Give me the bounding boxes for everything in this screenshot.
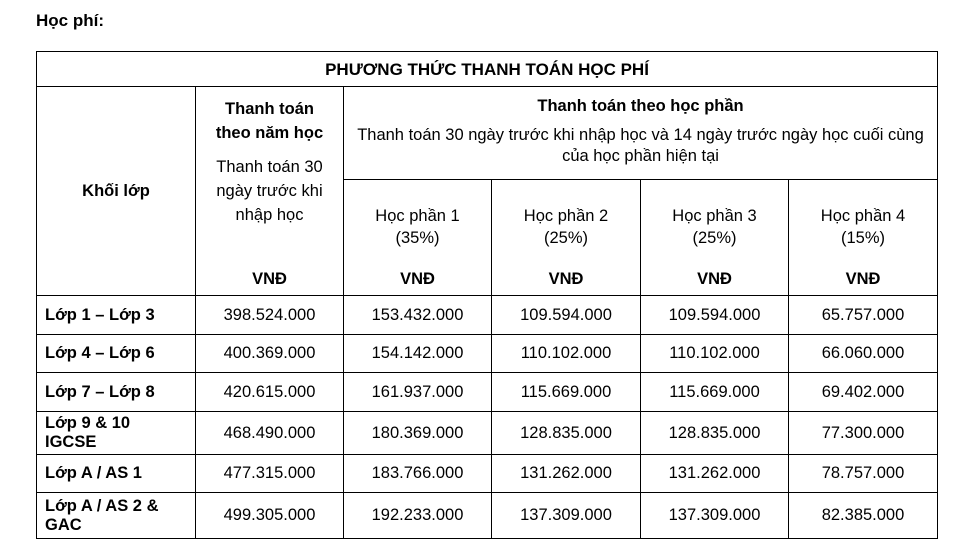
term-4-fee-cell: 77.300.000 [789,412,938,455]
table-row [37,373,938,412]
annual-fee-cell: 398.524.000 [196,296,344,335]
term-4-fee-cell: 66.060.000 [789,335,938,373]
term-3-fee-cell: 128.835.000 [641,412,789,455]
term-2-fee-cell: 109.594.000 [492,296,641,335]
term-1-fee-cell: 161.937.000 [344,373,492,412]
grade-cell: Lớp 1 – Lớp 3 [37,296,196,335]
term-3-fee-cell: 109.594.000 [641,296,789,335]
term-1-fee-cell: 180.369.000 [344,412,492,455]
per-term-title: Thanh toán theo học phần [537,97,744,115]
term-4-fee-cell: 69.402.000 [789,373,938,412]
term-3-fee-cell: 131.262.000 [641,455,789,493]
grade-cell: Lớp A / AS 2 & GAC [37,493,196,539]
table-row [37,296,938,335]
term-unit-label: VNĐ [548,270,584,288]
term-unit-label: VNĐ [400,270,435,288]
annual-payment-title: Thanh toán theo năm học [215,100,324,142]
term-4-fee-cell: 78.757.000 [789,455,938,493]
term-3-header: Học phần 3 (25%) VNĐ [641,180,789,296]
per-term-payment-header [344,87,938,180]
term-2-fee-cell: 115.669.000 [492,373,641,412]
table-row [37,412,938,455]
term-1-fee-cell: 154.142.000 [344,335,492,373]
grade-column-header: Khối lớp [37,87,196,296]
term-2-fee-cell: 131.262.000 [492,455,641,493]
annual-fee-cell: 477.315.000 [196,455,344,493]
term-4-fee-cell: 65.757.000 [789,296,938,335]
term-1-header: Học phần 1 (35%) VNĐ [344,180,492,296]
annual-payment-description: Thanh toán 30 ngày trước khi nhập học [216,158,323,224]
annual-fee-cell: 499.305.000 [196,493,344,539]
term-2-header: Học phần 2 (25%) VNĐ [492,180,641,296]
grade-cell: Lớp 9 & 10 IGCSE [37,412,196,455]
term-1-fee-cell: 192.233.000 [344,493,492,539]
annual-unit-label: VNĐ [252,270,287,288]
per-term-description: Thanh toán 30 ngày trước khi nhập học và 14 ngày trước ngày học cuối cùng của học phần hiện tại [357,126,924,165]
tuition-fee-table [36,51,938,539]
table-row [37,493,938,539]
term-unit-label: VNĐ [697,270,732,288]
annual-fee-cell: 400.369.000 [196,335,344,373]
term-1-fee-cell: 153.432.000 [344,296,492,335]
annual-payment-header [196,87,344,296]
term-2-fee-cell: 110.102.000 [492,335,641,373]
term-3-fee-cell: 115.669.000 [641,373,789,412]
term-3-fee-cell: 110.102.000 [641,335,789,373]
annual-fee-cell: 468.490.000 [196,412,344,455]
term-1-fee-cell: 183.766.000 [344,455,492,493]
grade-cell: Lớp A / AS 1 [37,455,196,493]
term-4-fee-cell: 82.385.000 [789,493,938,539]
grade-cell: Lớp 7 – Lớp 8 [37,373,196,412]
term-2-fee-cell: 128.835.000 [492,412,641,455]
term-3-fee-cell: 137.309.000 [641,493,789,539]
table-row [37,335,938,373]
annual-fee-cell: 420.615.000 [196,373,344,412]
grade-cell: Lớp 4 – Lớp 6 [37,335,196,373]
table-row [37,455,938,493]
table-title: PHƯƠNG THỨC THANH TOÁN HỌC PHÍ [37,52,938,87]
term-unit-label: VNĐ [845,270,881,288]
section-heading: Học phí: [36,11,104,30]
term-4-header: Học phần 4 (15%) VNĐ [789,180,938,296]
term-2-fee-cell: 137.309.000 [492,493,641,539]
